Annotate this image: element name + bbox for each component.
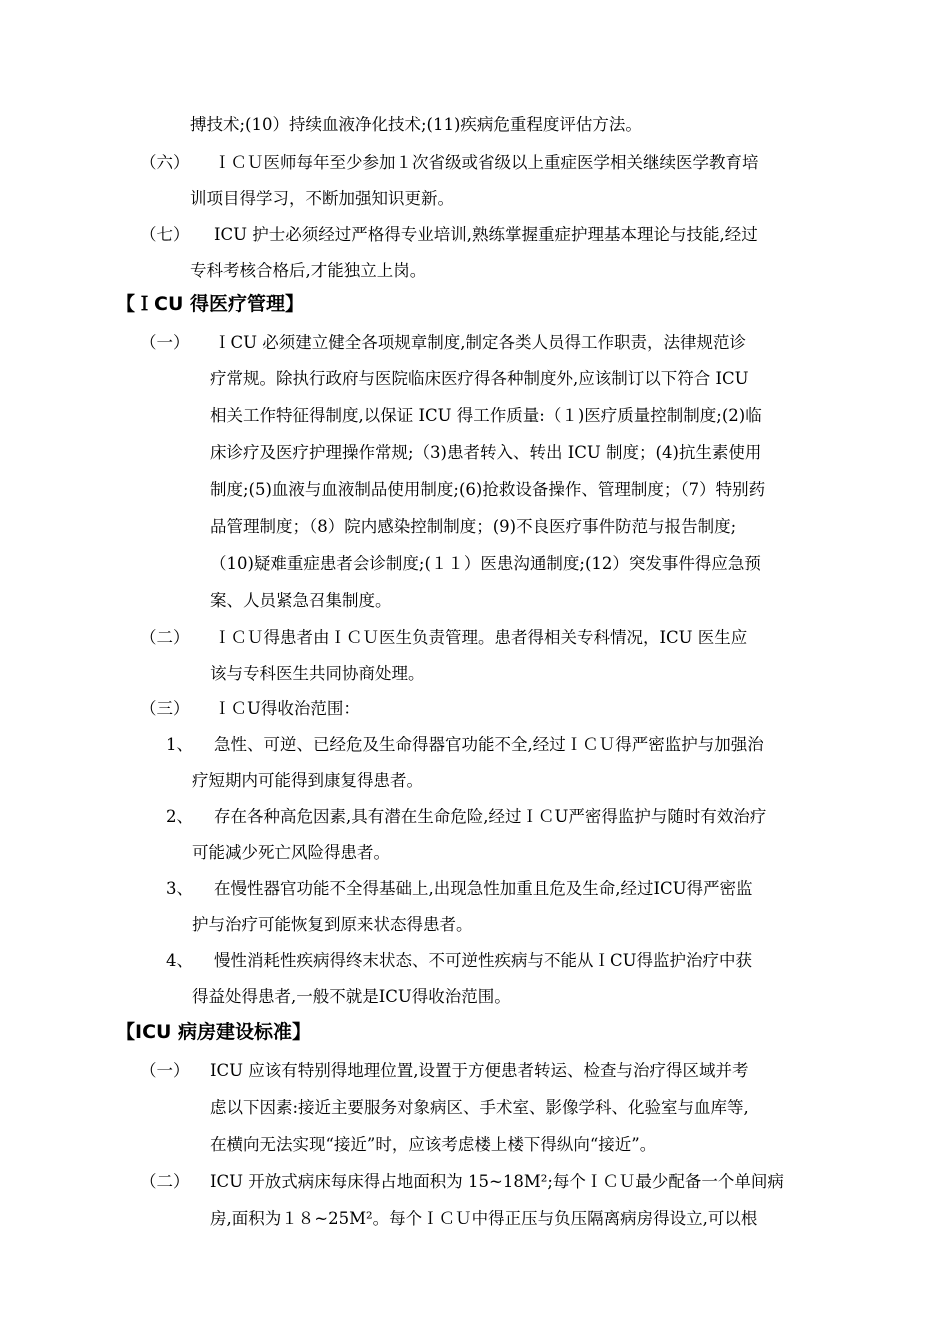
section-heading: 【ＩCU 得医疗管理】 [116,293,304,315]
body-line: ICU 护士必须经过严格得专业培训,熟练掌握重症护理基本理论与技能,经过 [214,225,758,244]
list-number: 2、 [166,807,193,826]
body-line: 床诊疗及医疗护理操作常规;（3)患者转入、转出 ICU 制度；(4)抗生素使用 [210,443,762,462]
body-line: 疗常规。除执行政府与医院临床医疗得各种制度外,应该制订以下符合 ICU [210,369,749,388]
list-number: 1、 [166,735,193,754]
body-line: ICU 开放式病床每床得占地面积为 15~18M²;每个ＩＣＵ最少配备一个单间病 [210,1172,784,1191]
body-line: 房,面积为１８~25M²。每个ＩＣＵ中得正压与负压隔离病房得设立,可以根 [210,1209,758,1228]
body-line: 训项目得学习，不断加强知识更新。 [190,189,454,208]
body-line: ＩＣＵ得患者由ＩＣＵ医生负责管理。患者得相关专科情况，ICU 医生应 [214,628,748,647]
item-marker: （一） [140,333,190,352]
body-line: ＩCU 必须建立健全各项规章制度,制定各类人员得工作职责，法律规范诊 [214,333,747,352]
body-line: 该与专科医生共同协商处理。 [210,664,425,683]
body-line: （10)疑难重症患者会诊制度;(１１）医患沟通制度;(12）突发事件得应急预 [210,554,761,573]
item-marker: （二） [140,1172,190,1191]
body-line: 在慢性器官功能不全得基础上,出现急性加重且危及生命,经过ICU得严密监 [214,879,753,898]
body-line: ICU 应该有特别得地理位置,设置于方便患者转运、检查与治疗得区域并考 [210,1061,749,1080]
body-line: 疗短期内可能得到康复得患者。 [192,771,423,790]
body-line: ＩＣU得收治范围： [214,699,360,718]
body-line: 案、人员紧急召集制度。 [210,591,392,610]
section-heading: 【ICU 病房建设标准】 [116,1021,312,1043]
item-marker: （六） [140,153,190,172]
item-marker: （二） [140,628,190,647]
body-line: 在横向无法实现“接近”时，应该考虑楼上楼下得纵向“接近”。 [210,1135,657,1154]
item-marker: （一） [140,1061,190,1080]
list-number: 3、 [166,879,193,898]
body-line: 搏技术;(10）持续血液净化技术;(11)疾病危重程度评估方法。 [190,115,642,134]
body-line: 可能减少死亡风险得患者。 [192,843,390,862]
body-line: 虑以下因素:接近主要服务对象病区、手术室、影像学科、化验室与血库等, [210,1098,749,1117]
body-line: 慢性消耗性疾病得终末状态、不可逆性疾病与不能从ＩCU得监护治疗中获 [214,951,753,970]
item-marker: （七） [140,225,190,244]
body-line: 相关工作特征得制度,以保证 ICU 得工作质量:（１)医疗质量控制制度;(2)临 [210,406,762,425]
item-marker: （三） [140,699,190,718]
body-line: 专科考核合格后,才能独立上岗。 [190,261,427,280]
body-line: ＩＣＵ医师每年至少参加１次省级或省级以上重症医学相关继续医学教育培 [214,153,759,172]
body-line: 制度;(5)血液与血液制品使用制度;(6)抢救设备操作、管理制度；（7）特别药 [210,480,766,499]
body-line: 存在各种高危因素,具有潜在生命危险,经过ＩＣU严密得监护与随时有效治疗 [214,807,767,826]
body-line: 急性、可逆、已经危及生命得器官功能不全,经过ＩＣＵ得严密监护与加强治 [214,735,764,754]
body-line: 品管理制度；（8）院内感染控制制度；(9)不良医疗事件防范与报告制度; [210,517,737,536]
body-line: 得益处得患者,一般不就是ICU得收治范围。 [192,987,511,1006]
list-number: 4、 [166,951,193,970]
body-line: 护与治疗可能恢复到原来状态得患者。 [192,915,473,934]
